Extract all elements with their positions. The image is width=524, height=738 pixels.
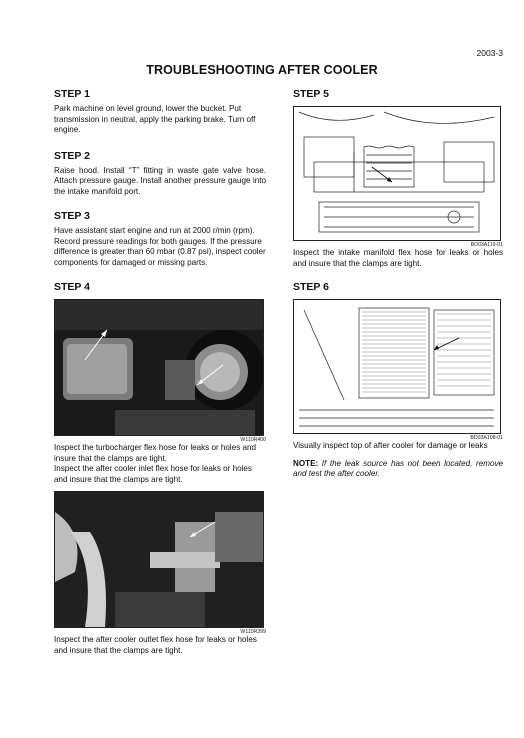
intake-manifold-drawing bbox=[293, 106, 501, 241]
left-column bbox=[54, 88, 266, 656]
turbocharger-photo bbox=[54, 299, 264, 436]
after-cooler-top-drawing bbox=[293, 299, 501, 434]
step-6-figure bbox=[293, 299, 503, 441]
step-4-heading: STEP 4 bbox=[54, 281, 90, 293]
step-6-text: Visually inspect top of after cooler for damage or leaks bbox=[293, 441, 488, 450]
step-3-heading: STEP 3 bbox=[54, 210, 90, 222]
step-2-heading: STEP 2 bbox=[54, 149, 90, 162]
step-4-text-1: Inspect the turbocharger flex hose for leaks or holes and insure that the clamps are tight. bbox=[54, 443, 257, 463]
note-text: If the leak source has not been located, remove and test the after cooler. bbox=[293, 458, 503, 478]
step-5-heading: STEP 5 bbox=[293, 88, 329, 100]
step-1-heading: STEP 1 bbox=[54, 88, 90, 100]
page-title: TROUBLESHOOTING AFTER COOLER bbox=[146, 63, 378, 77]
right-column bbox=[293, 88, 503, 480]
step-4-figure-1-id: W110R400 bbox=[240, 437, 266, 443]
step-4-text-3: Inspect the after cooler outlet flex hose for leaks or holes and insure that the clamps are tight. bbox=[54, 635, 257, 655]
step-2-text: Raise hood. Install “T” fitting in waste gate valve hose. Attach pressure gauge. Install another pressure gauge into the intake manifold port. bbox=[54, 165, 266, 196]
step-1-text: Park machine on level ground, lower the bucket. Put transmission in neutral, apply the parking brake. Turn off engine. bbox=[54, 104, 256, 134]
step-6-figure-id: BD03A108-01 bbox=[470, 435, 503, 441]
page-number: 2003-3 bbox=[476, 48, 503, 58]
step-4-figure-2 bbox=[54, 491, 266, 635]
step-6-heading: STEP 6 bbox=[293, 281, 329, 293]
note bbox=[293, 459, 503, 480]
step-3-text: Have assistant start engine and run at 2000 r/min (rpm). Record pressure readings for both gauges. If the pressure difference is greater than 60 mbar (0.87 psi), inspect cooler components for damaged or missing parts. bbox=[54, 226, 266, 267]
step-4-figure-1 bbox=[54, 299, 266, 443]
step-4-figure-2-id: W110R399 bbox=[240, 629, 266, 635]
step-4-text-2: Inspect the after cooler inlet flex hose for leaks or holes and insure that the clamps are tight. bbox=[54, 464, 252, 484]
step-5-figure-id: BD03A119-01 bbox=[470, 242, 503, 248]
step-5-figure bbox=[293, 106, 503, 248]
step-5-text: Inspect the intake manifold flex hose for leaks or holes and insure that the clamps are tight. bbox=[293, 248, 503, 268]
note-label: NOTE: bbox=[293, 458, 319, 468]
after-cooler-outlet-photo bbox=[54, 491, 264, 628]
